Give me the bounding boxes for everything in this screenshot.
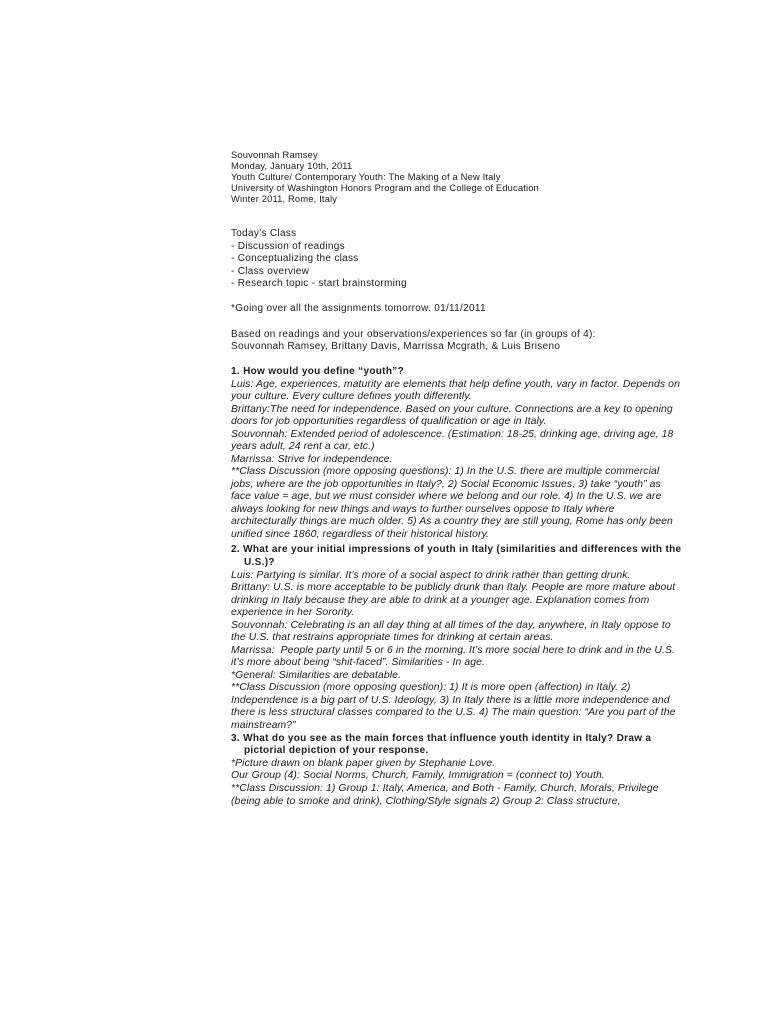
answer-line: always looking for new things and ways to further ourselves oppose to Italy where	[231, 503, 615, 515]
answer-line: there is less structural classes compared to the U.S. 4) The main question: “Are you part of the	[231, 707, 676, 719]
author-name: Souvonnah Ramsey	[231, 149, 318, 160]
answer-line: Marrissa: Strive for independence.	[231, 453, 393, 465]
question-title-line: 3. What do you see as the main forces that influence youth identity in Italy? Draw a	[231, 733, 652, 744]
answer-line: Souvonnah: Extended period of adolescence. (Estimation: 18-25, drinking age, driving age, 18	[231, 428, 674, 440]
program-name: University of Washington Honors Program and the College of Education	[231, 182, 539, 193]
term-location: Winter 2011, Rome, Italy	[231, 193, 338, 204]
todays-class-section	[231, 228, 407, 291]
course-title: Youth Culture/ Contemporary Youth: The Making of a New Italy	[231, 171, 501, 182]
group-prompt: Based on readings and your observations/experiences so far (in groups of 4):	[231, 329, 596, 340]
answer-line: Brittany: U.S. is more acceptable to be publicly drunk than Italy. People are more mature about	[231, 582, 676, 594]
answer-line: *Picture drawn on blank paper given by Stephanie Love.	[231, 757, 496, 769]
answer-line: face value = age, but we must consider where we belong and our role. 4) In the U.S. we are	[231, 491, 662, 503]
todays-class-title: Today’s Class	[231, 228, 297, 239]
answer-line: (being able to smoke and drink), Clothing/Style signals 2) Group 2: Class structure,	[231, 795, 621, 807]
answer-line: mainstream?”	[231, 719, 296, 731]
assignment-note	[231, 303, 486, 316]
question-3-title	[231, 733, 651, 757]
agenda-item: - Research topic - start brainstorming	[231, 278, 407, 289]
answer-line: doors for job opportunities regardless of qualification or age in Italy.	[231, 416, 547, 428]
document-date: Monday, January 10th, 2011	[231, 160, 353, 171]
answer-line: drinking in Italy because they are able to drink at a younger age. Explanation comes from	[231, 594, 650, 606]
answer-line: unified since 1860, regardless of their historical history.	[231, 528, 490, 540]
note-text: *Going over all the assignments tomorrow. 01/11/2011	[231, 303, 486, 314]
answer-line: Souvonnah: Celebrating is an all day thing at all times of the day, anywhere, in Italy oppose to	[231, 619, 671, 631]
answer-line: jobs, where are the job opportunities in Italy?, 2) Social Economic Issues, 3) take “youth” as	[231, 478, 661, 490]
answer-line: architecturally things are much older. 5) As a country they are still young, Rome has only been	[231, 516, 673, 528]
answer-line: your culture. Every culture defines youth differently.	[231, 391, 472, 403]
answer-line: **Class Discussion (more opposing questions): 1) In the U.S. there are multiple commercial	[231, 466, 660, 478]
answer-line: experience in her Sorority.	[231, 607, 355, 619]
question-title-line: U.S.)?	[244, 556, 275, 568]
question-2-answers	[231, 570, 675, 733]
question-2-title	[231, 543, 681, 569]
document-header	[231, 149, 539, 204]
agenda-item: - Class overview	[231, 265, 310, 277]
question-title-line: 1. How would you define “youth”?	[231, 366, 405, 377]
question-title-line: 2. What are your initial impressions of youth in Italy (similarities and differences with the	[231, 543, 682, 555]
answer-line: Our Group (4): Social Norms, Church, Family, Immigration = (connect to) Youth.	[231, 770, 605, 782]
answer-line: it’s more about being “shit-faced”. Similarities - In age.	[231, 657, 485, 669]
answer-line: the U.S. that restrains appropriate times for drinking at certain areas.	[231, 632, 554, 644]
question-3-answers	[231, 758, 659, 809]
agenda-item: - Discussion of readings	[231, 240, 345, 252]
answer-line: *General: Similarities are debatable.	[231, 669, 402, 681]
answer-line: Luis: Age, experiences, maturity are elements that help define youth, vary in factor. Depends on	[231, 378, 680, 390]
group-section	[231, 329, 596, 353]
answer-line: years adult, 24 rent a car, etc.)	[231, 441, 375, 453]
answer-line: Luis: Partying is similar. It’s more of a social aspect to drink rather than getting drunk.	[231, 569, 631, 581]
answer-line: **Class Discussion: 1) Group 1: Italy, America, and Both - Family, Church, Morals, Privilege	[231, 783, 659, 795]
answer-line: Independence is a big part of U.S. Ideology, 3) In Italy there is a little more independence and	[231, 694, 670, 706]
answer-line: Brittany:The need for independence. Based on your culture. Connections are a key to opening	[231, 403, 673, 415]
answer-line: **Class Discussion (more opposing question): 1) It is more open (affection) in Italy. 2)	[231, 682, 631, 694]
group-members: Souvonnah Ramsey, Brittany Davis, Marrissa Mcgrath, & Luis Briseno	[231, 341, 561, 352]
agenda-item: - Conceptualizing the class	[231, 253, 359, 264]
question-1-answers	[231, 379, 680, 542]
question-1-title	[231, 366, 404, 379]
question-title-line: pictorial depiction of your response.	[244, 745, 429, 756]
answer-line: Marrissa: People party until 5 or 6 in the morning. It’s more social here to drink and in the U.S.	[231, 644, 676, 656]
